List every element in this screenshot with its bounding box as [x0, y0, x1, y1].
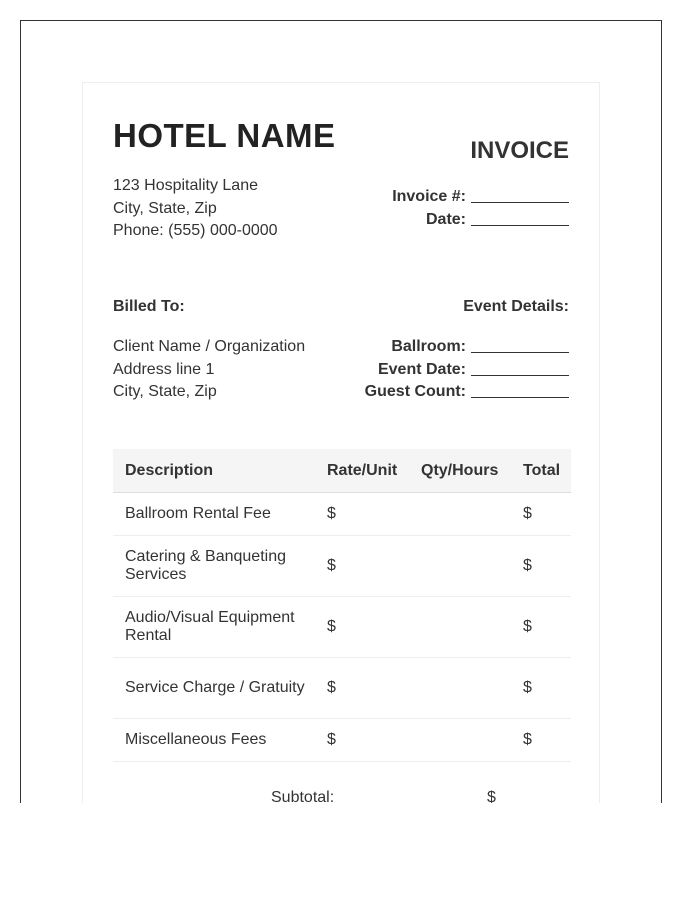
table-row [113, 719, 571, 762]
item-rate: $ [315, 597, 409, 658]
client-city-line: City, State, Zip [113, 383, 217, 400]
event-details-heading: Event Details: [463, 298, 569, 315]
item-total: $ [511, 493, 571, 536]
document-frame [20, 20, 662, 803]
item-description: Audio/Visual Equipment Rental [113, 597, 315, 658]
item-description: Service Charge / Gratuity [113, 658, 315, 719]
guest-count-blank[interactable] [471, 383, 569, 398]
item-description: Ballroom Rental Fee [113, 493, 315, 536]
item-description: Miscellaneous Fees [113, 719, 315, 762]
subtotal-value: $ [487, 789, 496, 803]
item-description: Catering & Banqueting Services [113, 536, 315, 597]
invoice-sheet [82, 82, 600, 803]
table-row [113, 493, 571, 536]
event-date-label: Event Date: [377, 360, 466, 378]
item-qty [409, 597, 511, 658]
hotel-address-line: City, State, Zip [113, 199, 217, 217]
hotel-address-line: 123 Hospitality Lane [113, 177, 258, 194]
item-rate: $ [315, 493, 409, 536]
ballroom-row [365, 336, 569, 359]
item-total: $ [511, 658, 571, 719]
invoice-date-blank[interactable] [471, 211, 569, 226]
invoice-title: INVOICE [470, 137, 569, 164]
item-qty [409, 493, 511, 536]
guest-count-row [365, 381, 569, 404]
item-rate: $ [315, 658, 409, 719]
subtotal-label: Subtotal: [271, 789, 335, 803]
item-qty [409, 658, 511, 719]
invoice-number-label: Invoice #: [392, 188, 466, 205]
item-total: $ [511, 597, 571, 658]
event-details-block [365, 336, 569, 404]
ballroom-blank[interactable] [471, 338, 569, 353]
item-total: $ [511, 536, 571, 597]
ballroom-label: Ballroom: [391, 338, 466, 355]
invoice-meta [392, 186, 569, 231]
hotel-address [113, 175, 278, 243]
table-row [113, 597, 571, 658]
item-rate: $ [315, 719, 409, 762]
event-date-row [365, 359, 569, 382]
client-name: Client Name / Organization [113, 338, 306, 355]
hotel-name: HOTEL NAME [113, 117, 336, 154]
guest-count-label: Guest Count: [364, 383, 466, 400]
hotel-phone: Phone: (555) 000-0000 [113, 222, 278, 239]
column-header-qty: Qty/Hours [409, 449, 511, 493]
billed-to-block [113, 336, 305, 404]
column-header-total: Total [511, 449, 571, 493]
invoice-number-row [392, 186, 569, 209]
invoice-number-blank[interactable] [471, 188, 569, 203]
item-qty [409, 536, 511, 597]
item-qty [409, 719, 511, 762]
table-row [113, 536, 571, 597]
item-total: $ [511, 719, 571, 762]
event-date-blank[interactable] [471, 361, 569, 376]
line-items-table [113, 449, 571, 762]
invoice-date-label: Date: [425, 210, 466, 228]
table-header-row [113, 449, 571, 493]
invoice-date-row [392, 209, 569, 232]
client-address-line: Address line 1 [113, 360, 215, 378]
column-header-rate: Rate/Unit [315, 449, 409, 493]
item-rate: $ [315, 536, 409, 597]
column-header-description: Description [113, 449, 315, 493]
billed-to-heading: Billed To: [113, 298, 185, 315]
table-row [113, 658, 571, 719]
